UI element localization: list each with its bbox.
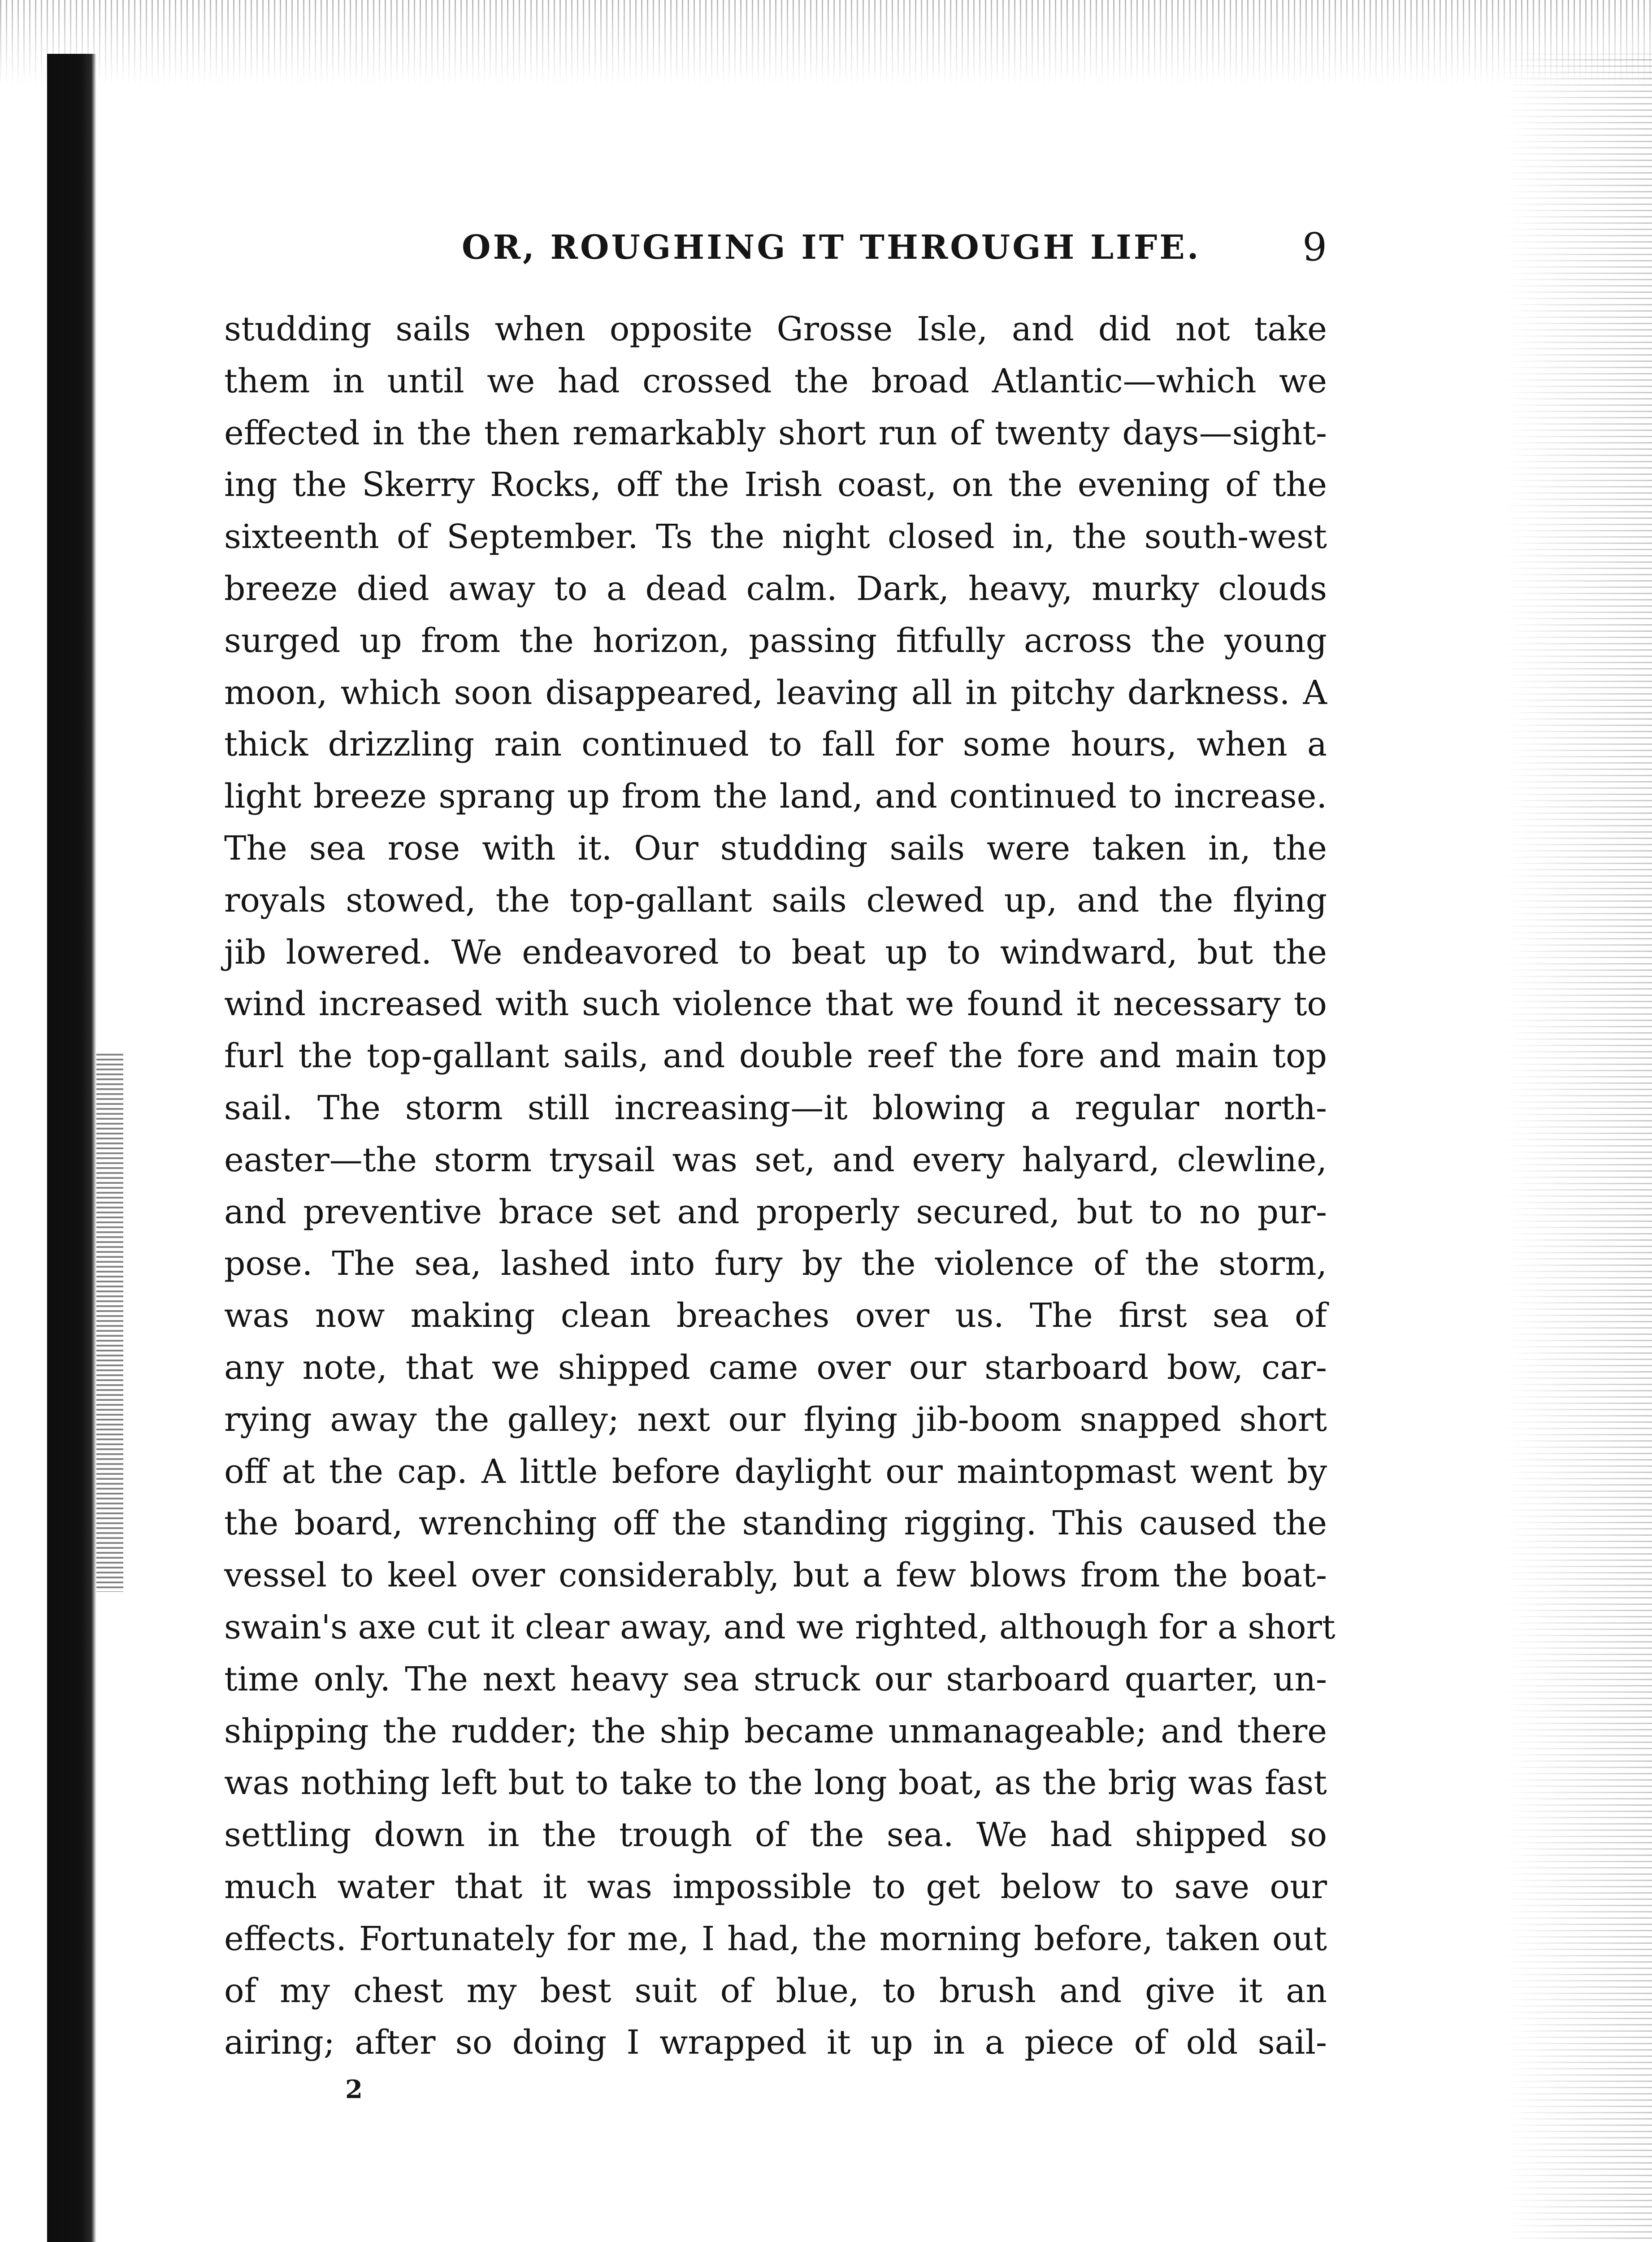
scan-binding-speckle: [96, 1054, 123, 1592]
text-line: of my chest my best suit of blue, to brush and give it an: [224, 1971, 1327, 2010]
text-line: them in until we had crossed the broad Atlantic—which we: [224, 361, 1327, 400]
text-line: the board, wrenching off the standing rigging. This caused the: [224, 1504, 1327, 1543]
text-line: royals stowed, the top-gallant sails clewed up, and the flying: [224, 881, 1327, 920]
text-line: was nothing left but to take to the long boat, as the brig was fast: [224, 1764, 1327, 1803]
scan-edge-top: [0, 0, 1652, 85]
text-line: and preventive brace set and properly secured, but to no pur-: [224, 1192, 1327, 1231]
body-text: [224, 304, 1335, 2069]
text-line: airing; after so doing I wrapped it up in a piece of old sail-: [224, 2023, 1327, 2062]
running-head: [224, 223, 1327, 272]
text-line: pose. The sea, lashed into fury by the violence of the storm,: [224, 1244, 1327, 1283]
scan-edge-right: [1504, 54, 1652, 2242]
text-line: swain's axe cut it clear away, and we righted, although for a short: [224, 1608, 1335, 1647]
text-line: thick drizzling rain continued to fall for some hours, when a: [224, 725, 1327, 764]
text-line: time only. The next heavy sea struck our starboard quarter, un-: [224, 1660, 1327, 1699]
text-line: ing the Skerry Rocks, off the Irish coast, on the evening of the: [224, 465, 1327, 504]
scan-binding-edge-left: [47, 54, 96, 2242]
text-line: studding sails when opposite Grosse Isle, and did not take: [224, 310, 1327, 348]
text-line: sail. The storm still increasing—it blowing a regular north-: [224, 1088, 1327, 1127]
signature-mark: 2: [345, 2075, 363, 2104]
text-line: surged up from the horizon, passing fitfully across the young: [224, 621, 1327, 660]
text-line: furl the top-gallant sails, and double reef the fore and main top: [224, 1037, 1327, 1076]
text-line: breeze died away to a dead calm. Dark, heavy, murky clouds: [224, 569, 1327, 608]
text-line: sixteenth of September. Ts the night closed in, the south-west: [224, 517, 1327, 556]
running-title: OR, ROUGHING IT THROUGH LIFE.: [462, 228, 1201, 267]
text-line: easter—the storm trysail was set, and every halyard, clewline,: [224, 1140, 1327, 1179]
text-line: off at the cap. A little before daylight our maintopmast went by: [224, 1452, 1327, 1491]
text-line: light breeze sprang up from the land, and continued to increase.: [224, 777, 1327, 816]
text-line: rying away the galley; next our flying jib-boom snapped short: [224, 1400, 1327, 1439]
text-line: effects. Fortunately for me, I had, the morning before, taken out: [224, 1919, 1327, 1958]
text-line: any note, that we shipped came over our starboard bow, car-: [224, 1348, 1327, 1387]
text-line: moon, which soon disappeared, leaving all in pitchy darkness. A: [224, 673, 1327, 712]
page-number: 9: [1302, 225, 1327, 270]
text-line: wind increased with such violence that we found it necessary to: [224, 985, 1327, 1024]
text-line: shipping the rudder; the ship became unmanageable; and there: [224, 1712, 1327, 1751]
text-line: jib lowered. We endeavored to beat up to windward, but the: [224, 933, 1327, 972]
text-line: was now making clean breaches over us. The first sea of: [224, 1296, 1327, 1335]
text-line: settling down in the trough of the sea. We had shipped so: [224, 1816, 1327, 1855]
text-line: vessel to keel over considerably, but a few blows from the boat-: [224, 1556, 1327, 1595]
text-line: effected in the then remarkably short run of twenty days—sight-: [224, 413, 1327, 452]
text-line: much water that it was impossible to get below to save our: [224, 1867, 1327, 1906]
text-line: The sea rose with it. Our studding sails were taken in, the: [224, 829, 1327, 868]
